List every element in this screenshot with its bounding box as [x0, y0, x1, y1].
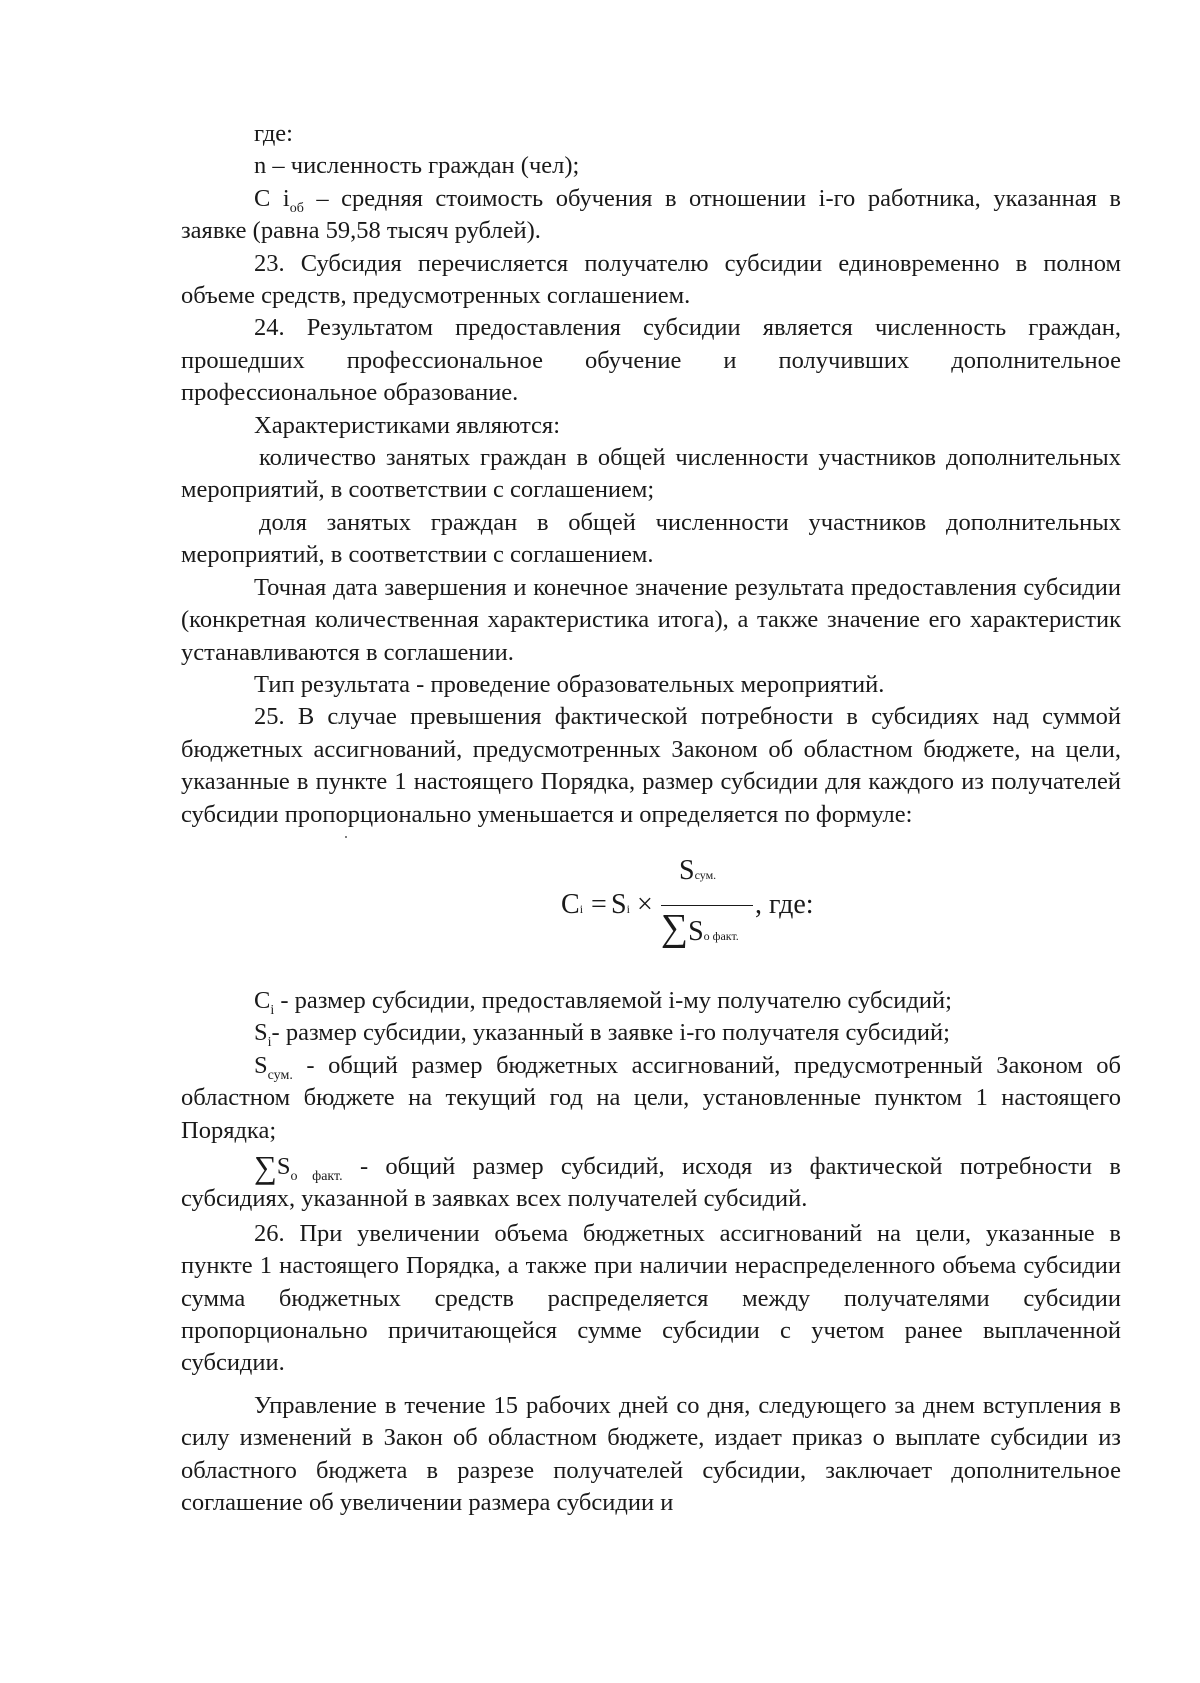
paragraph-26: 26. При увеличении объема бюджетных ассигнований на цели, указанные в пункте 1 настоящего Порядка, а также при наличии нераспределенного объема субсидии сумма бюджетных средств распределяется между получателями субсидии пропорционально причитающейся сумме субсидии с учетом ранее выплаченной субсидии. — [181, 1219, 1121, 1377]
def-ssum: $S_{сум.}$ - общий размер бюджетных ассигнований, предусмотренный Законом об областном бюджете на текущий год на цели, установленные пунктом 1 настоящего Порядка; — [181, 1051, 1121, 1144]
characteristic-2: доля занятых граждан в общей численности участников дополнительных мероприятий, в соответствии с соглашением. — [181, 508, 1121, 569]
formula-lhs: Ci — [561, 888, 584, 920]
paragraph-23: 23. Субсидия перечисляется получателю субсидии единовременно в полном объеме средств, предусмотренных соглашением. — [181, 249, 1121, 310]
characteristic-1: количество занятых граждан в общей численности участников дополнительных мероприятий, в соответствии с соглашением; — [181, 444, 1121, 504]
formula-times: × — [637, 888, 653, 920]
subsidy-formula — [181, 843, 1121, 963]
scan-speck — [345, 836, 347, 838]
text-n-definition: n – численность граждан (чел); — [254, 152, 580, 180]
exact-date-paragraph: Точная дата завершения и конечное значение результата предоставления субсидии (конкретная количественная характеристика итога), а также значение его характеристик устанавливаются в соглашении. — [181, 573, 1121, 666]
cost-text: – средняя стоимость обучения в отношении i-го работника, указанная в заявке (равна 59,58 тысяч рублей). — [181, 184, 1121, 245]
paragraph-25: 25. В случае превышения фактической потребности в субсидиях над суммой бюджетных ассигнований, предусмотренных Законом об областном бюджете, на цели, указанные в пункте 1 настоящего Порядка, размер субсидии для каждого из получателей субсидии пропорционально уменьшается и определяется по формуле: — [181, 703, 1121, 828]
text-where: где: — [254, 120, 293, 147]
def-sfact: $\sum S_{о факт.}$ - общий размер субсидий, исходя из фактической потребности в субсидиях, указанной в заявках всех получателей субсидий. — [181, 1148, 1122, 1213]
formula-tail: , где: — [755, 888, 814, 920]
management-paragraph: Управление в течение 15 рабочих дней со дня, следующего за днем вступления в силу изменений в Закон об областном бюджете, издает приказ о выплате субсидии из областного бюджета в разрезе получателей субсидии, заключает дополнительное соглашение об увеличении размера субсидии и — [181, 1391, 1121, 1517]
characteristics-heading: Характеристиками являются: — [254, 411, 560, 439]
formula-si: Si — [611, 888, 630, 920]
cost-symbol: С i — [254, 184, 290, 212]
formula-body — [561, 843, 861, 963]
paragraph-24: 24. Результатом предоставления субсидии является численность граждан, прошедших профессиональное обучение и получивших дополнительное профессиональное образование. — [181, 314, 1121, 407]
cost-subscript: об — [289, 200, 304, 216]
sigma-symbol: ∑ — [254, 1148, 277, 1185]
def-ci: $C_i$ - размер субсидии, предоставляемой i-му получателю субсидий; — [254, 986, 952, 1018]
formula-denominator: ∑Sо факт. — [661, 906, 739, 949]
text-cost-definition — [181, 183, 1121, 248]
document-body — [181, 118, 1121, 1519]
formula-numerator: Sсум. — [679, 854, 717, 886]
def-si: $S_i-$ размер субсидии, указанный в заявке i-го получателя субсидий; — [254, 1019, 950, 1051]
result-type: Тип результата - проведение образовательных мероприятий. — [254, 670, 885, 698]
formula-equals: = — [591, 888, 607, 920]
